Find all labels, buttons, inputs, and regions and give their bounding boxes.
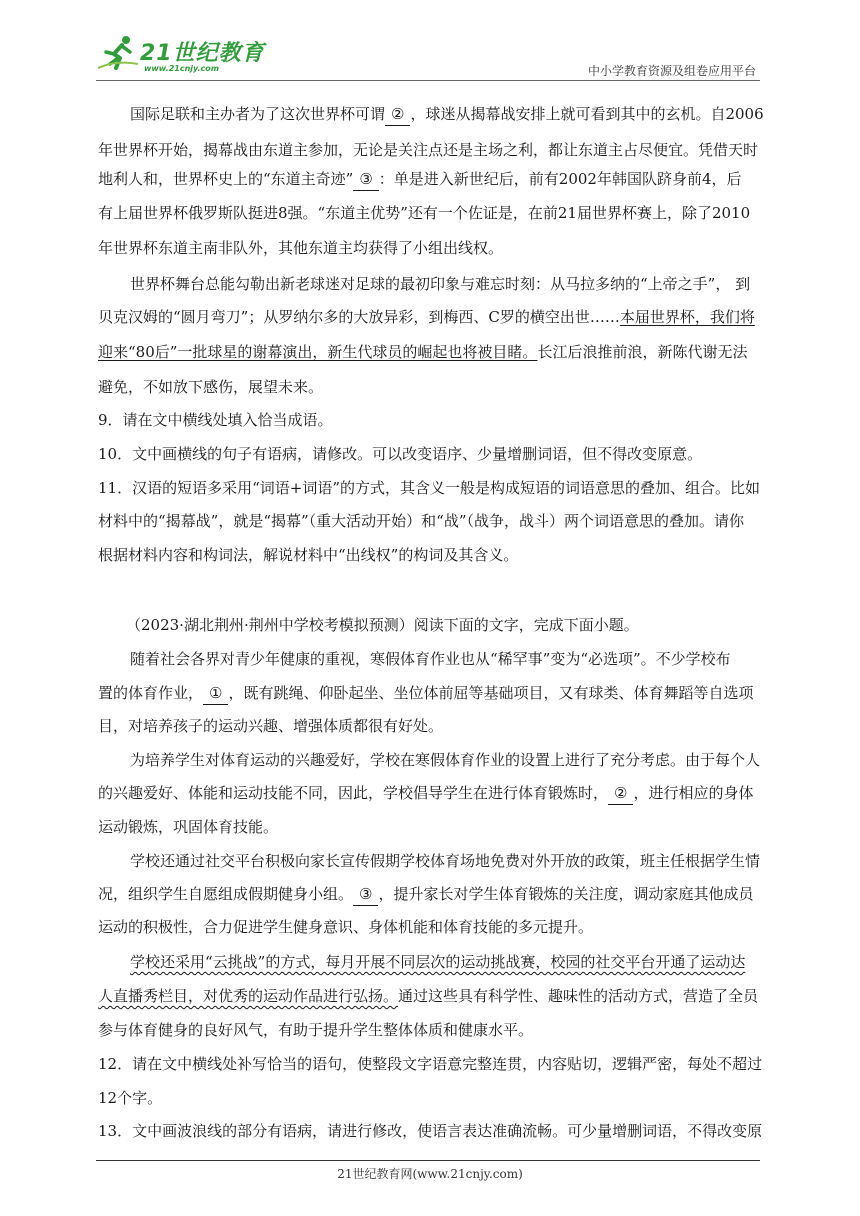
passage2-p2-line1: 为培养学生对体育运动的兴趣爱好，学校在寒假体育作业的设置上进行了充分考虑。由于每个人 <box>130 751 761 769</box>
passage2-p3-line2: 况，组织学生自愿组成假期健身小组。 ③ ，提升家长对学生体育锻炼的关注度，调动家庭其他成员 <box>98 880 760 908</box>
passage1-p1-line4: 有上届世界杯俄罗斯队挺进8强。“东道主优势”还有一个佐证是，在前21届世界杯赛上，除了2010 <box>98 204 751 222</box>
passage1-p2-line3: 迎来“80后”一批球星的谢幕演出，新生代球员的崛起也将被目睹。长江后浪推前浪，新陈代谢无法 <box>98 343 748 361</box>
blank-3: ③ <box>353 168 378 191</box>
passage2-p2-line3: 运动锻炼，巩固体育技能。 <box>98 818 279 836</box>
blank-2: ② <box>385 103 410 126</box>
logo-text: 21世纪教育 <box>140 41 265 66</box>
passage2-p3-line1: 学校还通过社交平台积极向家长宣传假期学校体育场地免费对外开放的政策，班主任根据学生情 <box>130 852 761 870</box>
underlined-sentence-cont: 迎来“80后”一批球星的谢幕演出，新生代球员的崛起也将被目睹。 <box>98 343 538 361</box>
page-footer: 21世纪教育网(www.21cnjy.com) <box>337 1167 523 1181</box>
passage1-p1-line1: 国际足联和主办者为了这次世界杯可谓 ② ，球迷从揭幕战安排上就可看到其中的玄机。自2006 <box>130 100 760 128</box>
passage1-p1-line2: 年世界杯开始，揭幕战由东道主参加，无论是关注点还是主场之利，都让东道主占尽便宜。凭借天时 <box>98 141 759 159</box>
passage1-p2-line4: 避免，不如放下感伤，展望未来。 <box>98 378 324 396</box>
passage2-p1-line1: 随着社会各界对青少年健康的重视，寒假体育作业也从“稀罕事”变为“必选项”。不少学校布 <box>130 650 731 668</box>
wavy-sentence: 学校还采用“云挑战”的方式，每月开展不同层次的运动挑战赛，校园的社交平台开通了运动达 <box>130 953 746 971</box>
question-11-line1: 11．汉语的短语多采用“词语+词语”的方式，其含义一般是构成短语的词语意思的叠加、组合。比如 <box>98 479 760 497</box>
question-10: 10．文中画横线的句子有语病，请修改。可以改变语序、少量增删词语，但不得改变原意。 <box>98 445 703 463</box>
passage1-p1-line5: 年世界杯东道主南非队外，其他东道主均获得了小组出线权。 <box>98 239 504 257</box>
question-11-line3: 根据材料内容和构词法，解说材料中“出线权”的构词及其含义。 <box>98 546 519 564</box>
underlined-sentence: 本届世界杯，我们将 <box>619 308 755 326</box>
wavy-sentence-cont: 人直播秀栏目，对优秀的运动作品进行弘扬。 <box>98 987 399 1005</box>
footer-divider <box>96 1160 760 1161</box>
question-13: 13．文中画波浪线的部分有语病，请进行修改，使语言表达准确流畅。可少量增删词语，不得改变原 <box>98 1122 763 1140</box>
passage1-p1-line3: 地利人和，世界杯史上的“东道主奇迹” ③ ：单是进入新世纪后，前有2002年韩国队跻身前4，后 <box>98 165 760 193</box>
question-11-line2: 材料中的“揭幕战”，就是“揭幕”（重大活动开始）和“战”（战争，战斗）两个词语意思的叠加。请你 <box>98 512 745 530</box>
question-12-line2: 12个字。 <box>98 1089 163 1107</box>
question-12-line1: 12．请在文中横线处补写恰当的语句，使整段文字语意完整连贯，内容贴切，逻辑严密，每处不超过 <box>98 1055 763 1073</box>
blank-3b: ③ <box>353 883 378 906</box>
passage2-p2-line2: 的兴趣爱好、体能和运动技能不同，因此，学校倡导学生在进行体育锻炼时， ② ，进行相应的身体 <box>98 779 760 807</box>
passage1-p2-line1: 世界杯舞台总能勾勒出新老球迷对足球的最初印象与难忘时刻：从马拉多纳的“上帝之手”， 到 <box>130 275 751 293</box>
passage2-p4-line3: 参与体育健身的良好风气，有助于提升学生整体体质和健康水平。 <box>98 1021 534 1039</box>
runner-logo-icon <box>96 34 140 74</box>
passage2-p3-line3: 运动的积极性，合力促进学生健身意识、身体机能和体育技能的多元提升。 <box>98 918 594 936</box>
source-line: （2023·湖北荆州·荆州中学校考模拟预测）阅读下面的文字，完成下面小题。 <box>126 616 639 634</box>
site-logo <box>96 30 266 80</box>
blank-2b: ② <box>608 782 633 805</box>
platform-name: 中小学教育资源及组卷应用平台 <box>587 64 756 78</box>
passage2-p1-line2: 置的体育作业， ① ，既有跳绳、仰卧起坐、坐位体前屈等基础项目，又有球类、体育舞蹈等自选项 <box>98 679 760 707</box>
header-divider <box>96 80 760 81</box>
passage1-p2-line2: 贝克汉姆的“圆月弯刀”；从罗纳尔多的大放异彩，到梅西、C罗的横空出世……本届世界杯，我们将 <box>98 308 755 326</box>
passage2-p4-line1 <box>130 948 760 976</box>
logo-url: www.21cnjy.com <box>144 64 220 73</box>
passage2-p1-line3: 目，对培养孩子的运动兴趣、增强体质都很有好处。 <box>98 717 444 735</box>
passage2-p4-line2: 人直播秀栏目，对优秀的运动作品进行弘扬。通过这些具有科学性、趣味性的活动方式，营造了全员 <box>98 987 759 1005</box>
question-9: 9．请在文中横线处填入恰当成语。 <box>98 411 333 429</box>
blank-1: ① <box>203 682 228 705</box>
page-header <box>96 30 760 82</box>
